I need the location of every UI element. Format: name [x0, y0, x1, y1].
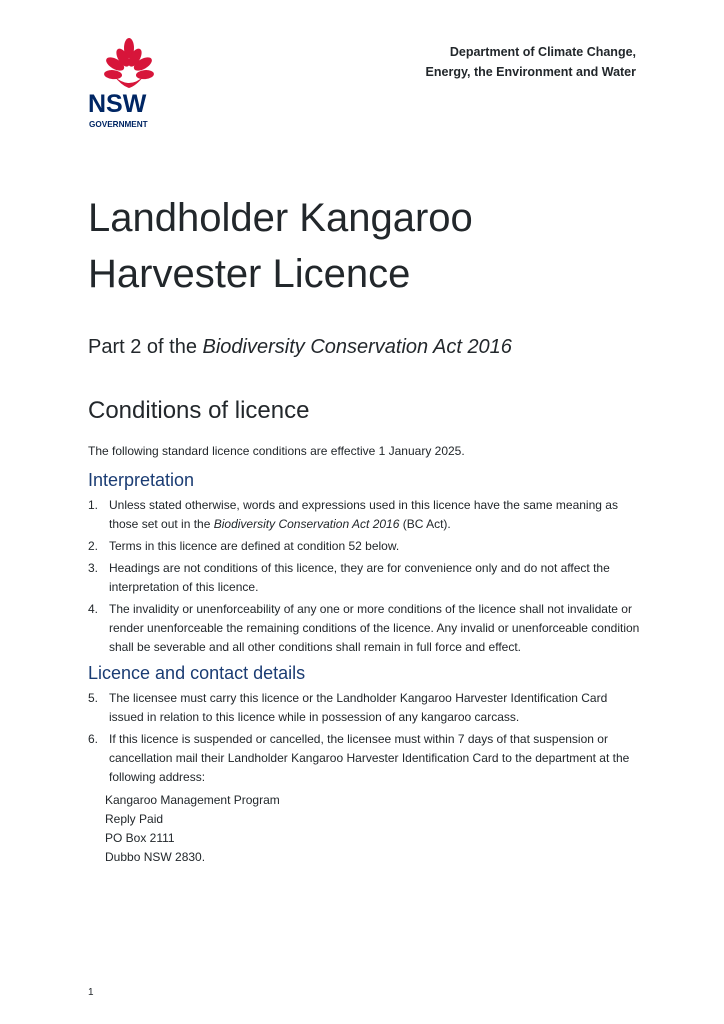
title-line-2: Harvester Licence: [88, 252, 411, 296]
interpretation-heading: Interpretation: [88, 470, 195, 490]
list-item: [88, 537, 640, 556]
subtitle-prefix: Part 2 of the: [88, 336, 203, 358]
subtitle: [88, 336, 512, 359]
logo-text: NSW: [88, 90, 147, 118]
item-number: 1.: [88, 498, 99, 512]
department-line-1: Department of Climate Change,: [449, 45, 636, 59]
list-item: [88, 496, 640, 534]
item-text-end: (BC Act).: [399, 517, 451, 531]
list-item: [88, 730, 640, 787]
conditions-intro: The following standard licence conditions are effective 1 January 2025.: [88, 444, 465, 458]
item-number: 2.: [88, 539, 99, 553]
item-text: Terms in this licence are defined at condition 52 below.: [109, 539, 400, 553]
page-number: 1: [88, 987, 94, 998]
title-line-1: Landholder Kangaroo: [88, 196, 473, 240]
contact-list: [88, 689, 640, 787]
logo-subtext: GOVERNMENT: [89, 120, 148, 129]
list-item: [88, 600, 640, 657]
item-number: 6.: [88, 732, 99, 746]
department-line-2: Energy, the Environment and Water: [425, 65, 636, 79]
item-text: Unless stated otherwise, words and expressions used in this licence have the same meaning as those set out in the: [109, 498, 618, 531]
list-item: [88, 689, 640, 727]
department-name: [426, 42, 636, 82]
address-line: PO Box 2111: [105, 831, 175, 845]
interpretation-list: [88, 496, 640, 657]
nsw-government-logo: [86, 38, 172, 132]
subtitle-act-name: Biodiversity Conservation Act 2016: [202, 336, 512, 358]
item-text: If this licence is suspended or cancelled, the licensee must within 7 days of that suspension or cancellation mail their Landholder Kangaroo Harvester Identification Card to the department at the following address:: [109, 732, 630, 784]
item-text: Headings are not conditions of this licence, they are for convenience only and do not affect the interpretation of this licence.: [109, 561, 610, 594]
contact-heading: Licence and contact details: [88, 663, 306, 683]
item-number: 5.: [88, 691, 99, 705]
address-line: Kangaroo Management Program: [105, 793, 280, 807]
item-number: 4.: [88, 602, 99, 616]
mailing-address: [105, 791, 640, 867]
item-italic-text: Biodiversity Conservation Act 2016: [213, 517, 400, 531]
item-number: 3.: [88, 561, 99, 575]
conditions-heading: Conditions of licence: [88, 397, 310, 424]
address-line: Dubbo NSW 2830.: [105, 850, 206, 864]
waratah-icon: [104, 38, 155, 88]
document-body: [88, 396, 640, 867]
item-text: The licensee must carry this licence or the Landholder Kangaroo Harvester Identification Card issued in relation to this licence while in possession of any kangaroo carcass.: [109, 691, 608, 724]
list-item: [88, 559, 640, 597]
page-title: [88, 190, 648, 302]
item-text: The invalidity or unenforceability of any one or more conditions of the licence shall not invalidate or render unenforceable the remaining conditions of the licence. Any invalid or unenforceable condition shall be severable and all other conditions shall remain in full force and effect.: [109, 602, 640, 654]
address-line: Reply Paid: [105, 812, 164, 826]
